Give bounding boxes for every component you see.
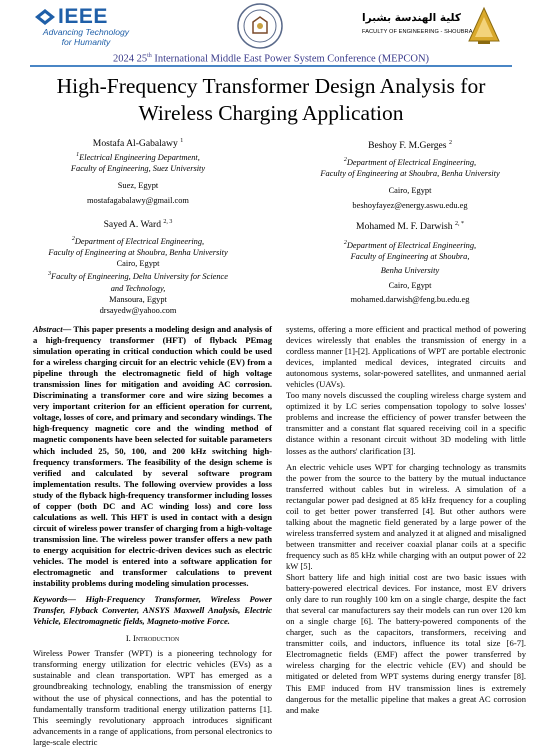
author-email: drsayedw@yahoo.com [99,306,177,315]
paper-title: High-Frequency Transformer Design Analysis for Wireless Charging Application [56,74,486,125]
ieee-logo-text: IEEE [58,5,108,28]
conference-banner: 2024 25th International Middle East Power System Conference (MEPCON) [112,53,430,65]
right-column [286,324,526,716]
author-email: mohamed.darwish@feng.bu.edu.eg [350,294,470,304]
benha-university-logo-icon [464,5,504,45]
intro-paragraph: Wireless Power Transfer (WPT) is a pioneering technology for transforming energy utilization for electric vehicles (EVs) as a sustainable and clean transportation. WPT has emerged as a groundbreaking technology, enabling the transmission of energy without the use of physical connections, and has the potential to fundamentally transform traditional energy utilization patterns [1]. This seemingly revolutionary approach introduces significant advancements in a range of applications, from personal electronics to large-scale electric [33,648,272,747]
keywords: Keywords— High-Frequency Transformer, Wireless Power Transfer, Flyback Converter, ANSYS Maxwell Analysis, Electric Vehicle, Electromagnetic fields, Magneto-motive Force. [33,594,272,627]
conference-divider [30,65,512,67]
author-email: beshoyfayez@energy.aswu.edu.eg [352,200,468,210]
author-name: Mostafa Al-Gabalawy [92,138,178,150]
body-paragraph: Short battery life and high initial cost are two basic issues with battery-powered electrical devices. For instance, most EV drivers only dare to run roughly 100 km on a single charge, despite the fact that several car manufacturers say their models can run over 120 km on a single charge [6]. The battery-powered components of the charger, such as the capacitors, transformers, receiving and transmitter coils, and inductors, influence its total size [6-7]. Electromagnetic fields (EMF) affect the power transferred by wireless charging for the electric vehicle (EV) and should be mitigated or deleted from WPT systems during energy transfer [8]. This EMF induced from HV transmission lines is extremely dangerous for the metallic pipeline that makes a great AC corrosion and make [286,572,526,715]
author-email: mostafagabalawy@gmail.com [87,195,189,205]
abstract: Abstract— This paper presents a modeling design and analysis of a high-frequency transformer (HFT) of flyback PEmag simulation operating in critical conduction which could be used for a wireless charging circuit for an electric vehicle (EV) from a pipeline through the electromagnetic field of high voltage transmission lines for mitigation and avoiding AC corrosion. Discriminating a transformer core and wire sizing becomes a very important criterion for an efficient operation for current, voltage, losses of core, and primary and secondary windings. The high-frequency magnetic core and the winding method of magnetic components have been selected for suitable parameters which included 25, 50, 100, and 200 kHz switching high-frequency transformers. The feasibility of the design scheme is verified and calculated by several software program implementation results. The following overview provides a loss study of the flyback high-frequency transformer including losses of copper (both DC and AC winding loss) and core loss calculations as well. This HFT is used in contact with a design circuit of wireless power transfer of charging from a high-voltage transmission line. The wireless power transfer offers a new path to energy acquisition for electric-driven devices such as electric vehicles. The model is entered into a software application for electromagnetic and transformer calculations to prevent instability problems during modeling simulation processes. [33,324,272,589]
university-seal-icon [236,2,284,50]
left-column [33,324,272,748]
ieee-diamond-icon [34,8,56,26]
author-block-4: Mohamed M. F. Darwish $^{2, *}$ $^2$Department of Electrical Engineering, Faculty of Engineering at Shoubra, Benha University Cairo, Egypt mohamed.darwish@feng.bu.edu.eg [290,218,530,305]
author-block-2: Beshoy F. M.Gerges $^2$ $^2$Department of Electrical Engineering, Faculty of Engineering at Shoubra, Benha University Cairo, Egypt beshoyfayez@energy.aswu.edu.eg [290,137,530,211]
ieee-tagline: Advancing Technology for Humanity [42,27,130,47]
section-heading: I. Introduction [125,633,180,644]
author-name: Beshoy F. M.Gerges [368,140,447,152]
author-name: Mohamed M. F. Darwish [356,221,453,233]
body-paragraph: An electric vehicle uses WPT for charging technology as transmits the power from the source to the battery by the mutual inductance transferred without cables but in wireless. A simulation of a rectangular power pad designed at 85 kHz frequency for a coupling coil to get better power transferred [4]. But other authors were talking about the magnetic field generated by a large power of the wireless transferred system and analyzed it at aligned and misaligned between transmitter and receiver coaxial planar coils at a specific frequency such as 85 kHz while charging with an output power of 22 kW [5]. [286,461,526,571]
author-block-3: Sayed A. Ward $^{2, 3}$ $^2$Department of Electrical Engineering, Faculty of Engineering at Shoubra, Benha University Cairo, Egypt $^3$Faculty of Engineering, Delta University for Science and Technology, Mansoura, Egypt drsayedw@yahoo.com [18,216,258,316]
author-block-1: Mostafa Al-Gabalawy $^1$ $^1$Electrical Engineering Department, Faculty of Engineering, Suez University Suez, Egypt mostafagabalawy@gmail.com [18,135,258,206]
faculty-name-arabic: كلية الهندسة بشبرا [362,12,461,24]
author-name: Sayed A. Ward [103,219,161,231]
body-paragraph: Too many novels discussed the coupling wireless charge system and optimized it by LC series compensation topology to solve losses' problems and increase the efficiency of power transfer between the transmitter and a constant flat squared receiving coil in a specific distance within a resonant circuit without 3D modeling with little losses as the authors' clarification [3]. [286,390,526,456]
body-paragraph: systems, offering a more efficient and practical method of powering devices wirelessly that enables the transmission of energy in a cordless manner [1]-[2]. Applications of WPT are portable electronic devices, implanted medical devices, integrated circuits and autonomous systems, solar-powered satellites, and unmanned aerial vehicles (UAVs). [286,324,526,390]
faculty-name-english: FACULTY OF ENGINEERING - SHOUBRA [362,29,473,35]
